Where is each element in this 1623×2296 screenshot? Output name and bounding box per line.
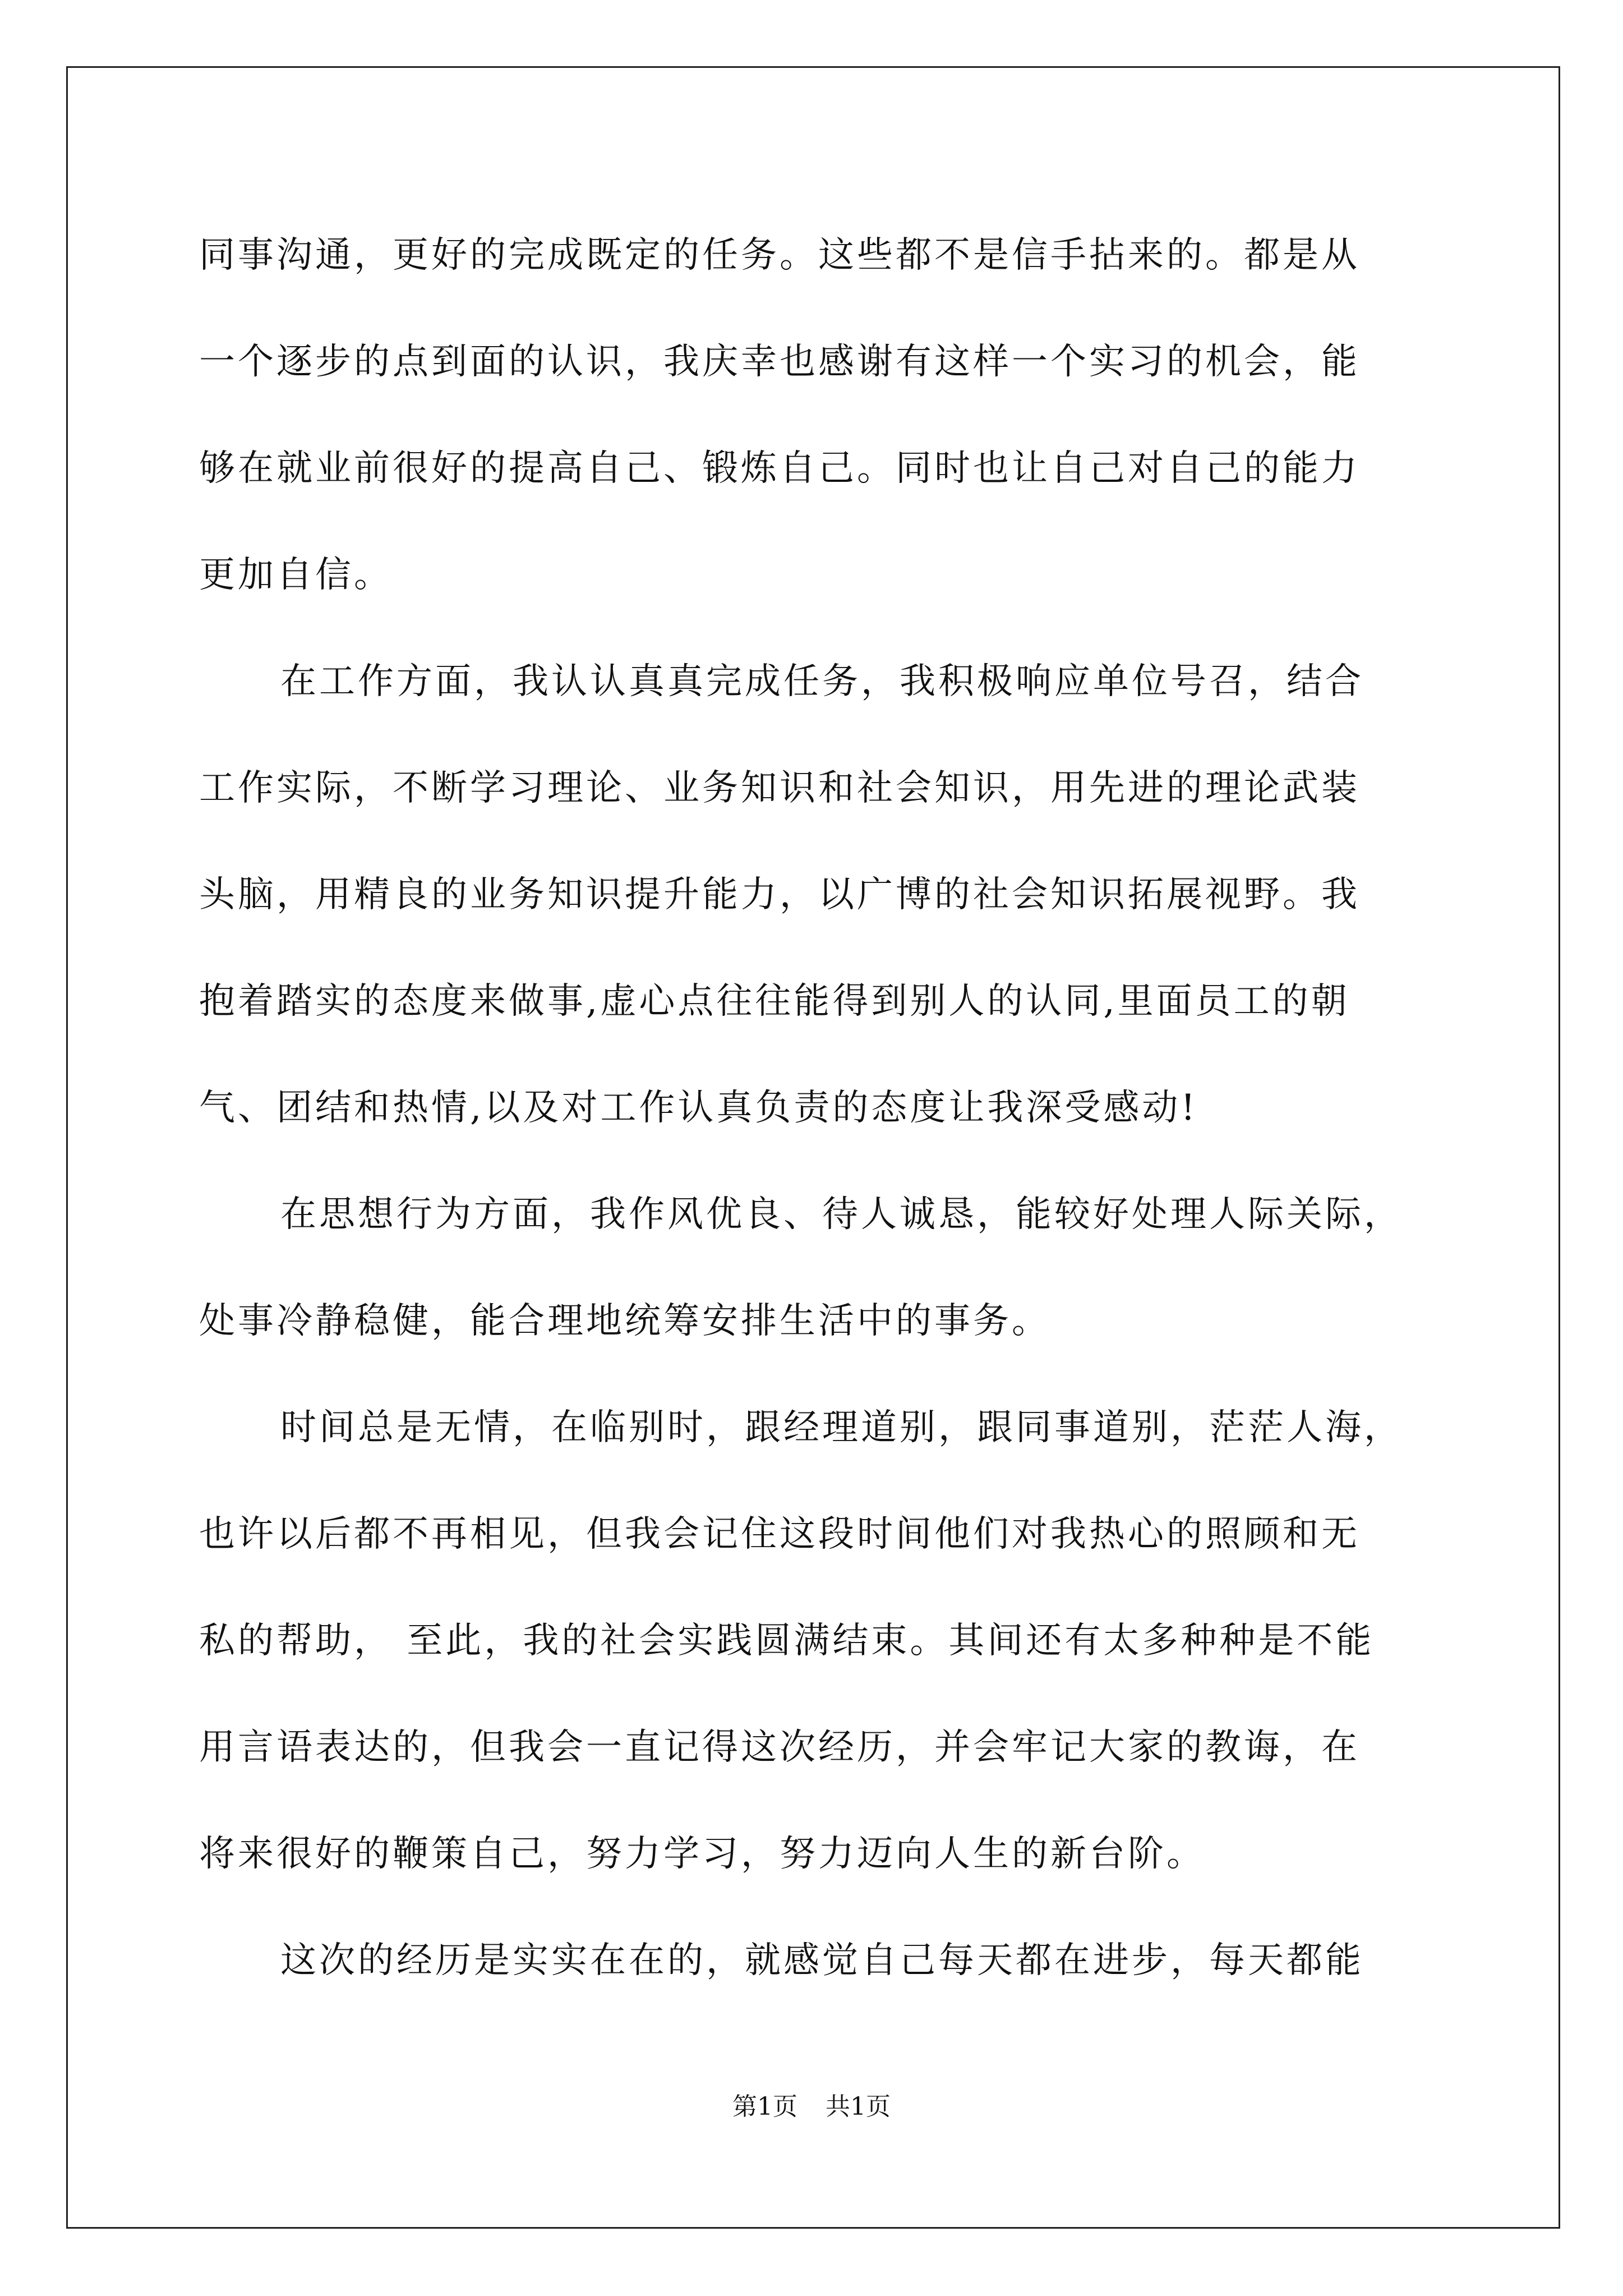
paragraph-line: 将来很好的鞭策自己，努力学习，努力迈向人生的新台阶。 [199, 1833, 1205, 1875]
paragraph-line: 一个逐步的点到面的认识，我庆幸也感谢有这样一个实习的机会，能 [199, 341, 1360, 383]
paragraph-line: 气、团结和热情,以及对工作认真负责的态度让我深受感动! [199, 1087, 1198, 1129]
paragraph-line: 也许以后都不再相见，但我会记住这段时间他们对我热心的照顾和无 [199, 1513, 1360, 1555]
page-border [66, 66, 1560, 2229]
paragraph-line: 私的帮助， 至此，我的社会实践圆满结束。其间还有太多种种是不能 [199, 1620, 1375, 1662]
paragraph-line: 在工作方面，我认认真真完成任务，我积极响应单位号召，结合 [280, 661, 1364, 702]
paragraph-line: 工作实际，不断学习理论、业务知识和社会知识，用先进的理论武装 [199, 767, 1360, 809]
paragraph-line: 这次的经历是实实在在的，就感觉自己每天都在进步，每天都能 [280, 1940, 1364, 1981]
paragraph-line: 用言语表达的，但我会一直记得这次经历，并会牢记大家的教诲，在 [199, 1727, 1360, 1768]
paragraph-line: 同事沟通，更好的完成既定的任务。这些都不是信手拈来的。都是从 [199, 234, 1360, 276]
paragraph-line: 更加自信。 [199, 554, 393, 596]
paragraph-line: 抱着踏实的态度来做事,虚心点往往能得到别人的认同,里面员工的朝 [199, 981, 1350, 1022]
paragraph-line: 够在就业前很好的提高自己、锻炼自己。同时也让自己对自己的能力 [199, 448, 1360, 489]
paragraph-line: 处事冷静稳健，能合理地统筹安排生活中的事务。 [199, 1300, 1050, 1342]
page-footer [0, 2091, 1623, 2123]
page-number-total: 共1页 [826, 2092, 891, 2121]
paragraph-line: 时间总是无情，在临别时，跟经理道别，跟同事道别，茫茫人海， [280, 1407, 1403, 1448]
page-number-current: 第1页 [732, 2092, 797, 2121]
paragraph-line: 头脑，用精良的业务知识提升能力，以广博的社会知识拓展视野。我 [199, 874, 1360, 915]
paragraph-line: 在思想行为方面，我作风优良、待人诚恳，能较好处理人际关际， [280, 1194, 1403, 1235]
